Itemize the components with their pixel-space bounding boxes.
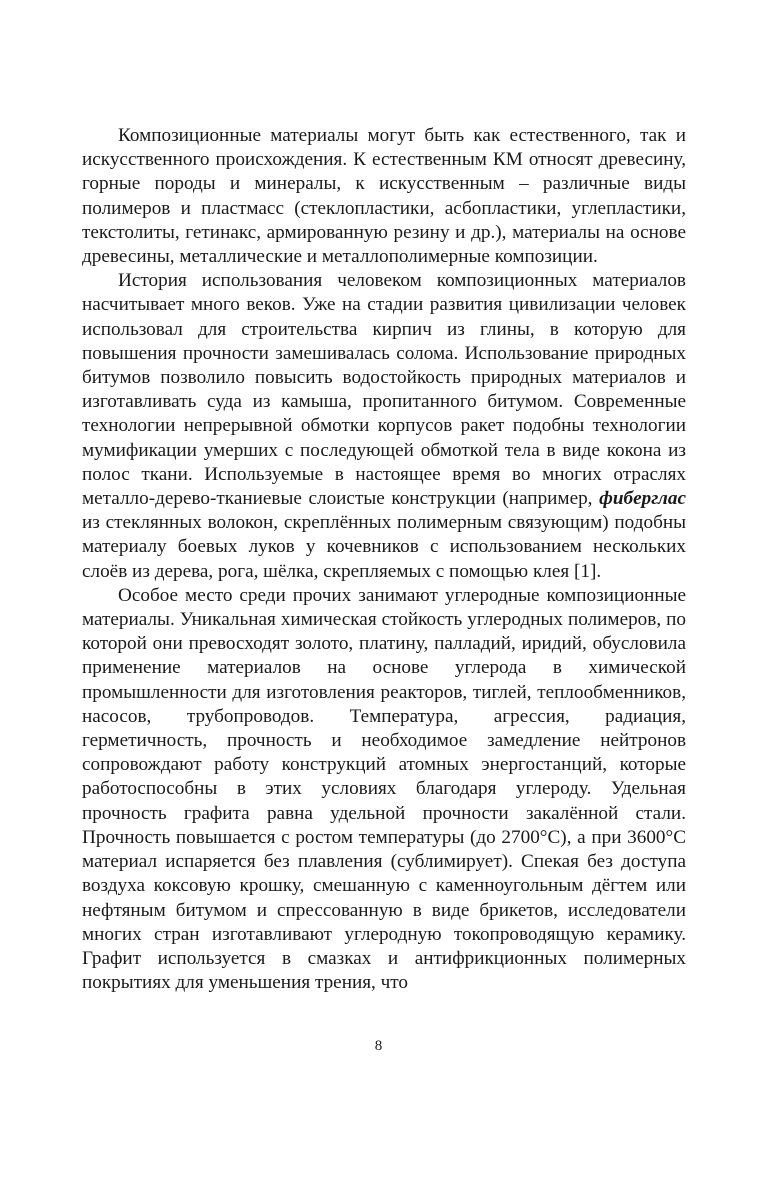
body-text: [82, 124, 686, 995]
paragraph-composite-origin: Композиционные материалы могут быть как естественного, так и искусственного происхождения. К естественным КМ относят древесину, горные породы и минералы, к искусственным – различные виды полимеров и пластмасс (стеклопластики, асбопластики, углепластики, текстолиты, гетинакс, армированную резину и др.), материалы на основе древесины, металлические и металлополимерные композиции.: [82, 125, 686, 268]
paragraph-history-text-start: История использования человеком композиционных материалов насчитывает много веков. Уже на стадии развития цивилизации человек использовал для строительства кирпич из глины, в которую для повышения прочности замешивалась солома. Использование природных битумов позволило повысить водостойкость природных материалов и изготавливать суда из камыша, пропитанного битумом. Современные технологии непрерывной обмотки корпусов ракет подобны технологии мумификации умерших с последующей обмоткой тела в виде кокона из полос ткани. Используемые в настоящее время во многих отраслях металло-дерево-тканиевые слоистые конструкции (например,: [82, 270, 686, 510]
paragraph-history-text-end: из стеклянных волокон, скреплённых полимерным связующим) подобны материалу боевых луков у кочевников с использованием нескольких слоёв из дерева, рога, шёлка, скрепляемых с помощью клея [1].: [82, 512, 686, 582]
paragraph-history: [82, 269, 686, 584]
emphasis-fiberglass: фиберглас: [599, 488, 686, 510]
paragraph-carbon-composites: Особое место среди прочих занимают углеродные композиционные материалы. Уникальная химическая стойкость углеродных полимеров, по которой они превосходят золото, платину, палладий, иридий, обусловила применение материалов на основе углерода в химической промышленности для изготовления реакторов, тиглей, теплообменников, насосов, трубопроводов. Температура, агрессия, радиация, герметичность, прочность и необходимое замедление нейтронов сопровождают работу конструкций атомных энергостанций, которые работоспособны в этих условиях благодаря углероду. Удельная прочность графита равна удельной прочности закалённой стали. Прочность повышается с ростом температуры (до 2700°С), а при 3600°С материал испаряется без плавления (сублимирует). Спекая без доступа воздуха коксовую крошку, смешанную с каменноугольным дёгтем или нефтяным битумом и спрессованную в виде брикетов, исследователи многих стран изготавливают углеродную токопроводящую керамику. Графит используется в смазках и антифрикционных полимерных покрытиях для уменьшения трения, что: [82, 584, 686, 994]
page-number: 8: [374, 1038, 383, 1054]
